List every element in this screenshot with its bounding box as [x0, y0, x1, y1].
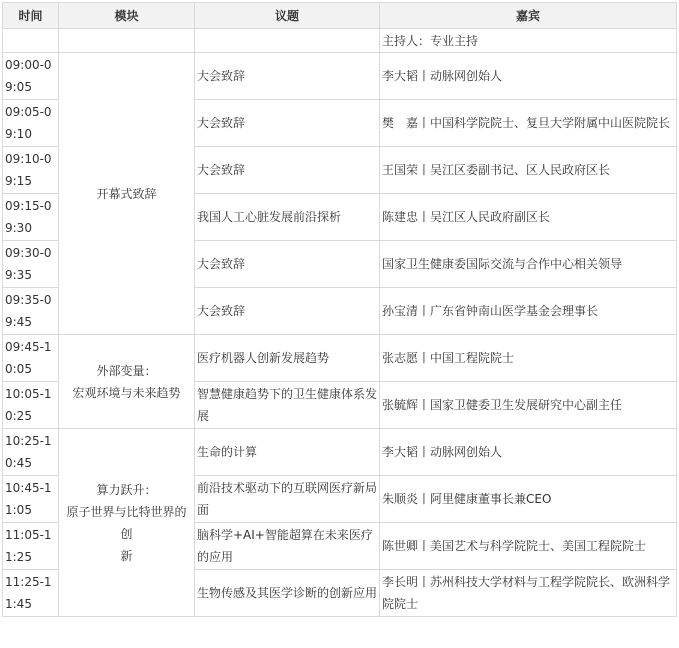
host-row: [3, 29, 677, 53]
guest-cell: 国家卫生健康委国际交流与合作中心相关领导: [380, 241, 677, 288]
guest-cell: 王国荣丨吴江区委副书记、区人民政府区长: [380, 147, 677, 194]
guest-cell: 樊 嘉丨中国科学院院士、复旦大学附属中山医院院长: [380, 100, 677, 147]
module-line: 原子世界与比特世界的创: [66, 504, 187, 541]
module-line: 新: [120, 548, 133, 563]
guest-cell: 张志愿丨中国工程院院士: [380, 335, 677, 382]
module-cell-compute: [59, 429, 195, 617]
topic-cell: 大会致辞: [195, 241, 380, 288]
time-cell: 09:10-09:15: [3, 147, 59, 194]
topic-cell: 大会致辞: [195, 288, 380, 335]
module-line: 开幕式致辞: [96, 186, 157, 201]
time-cell: 09:00-09:05: [3, 53, 59, 100]
table-row: [3, 429, 677, 476]
topic-cell: 医疗机器人创新发展趋势: [195, 335, 380, 382]
header-module: 模块: [59, 3, 195, 29]
module-cell-opening: [59, 53, 195, 335]
guest-cell: 陈建忠丨吴江区人民政府副区长: [380, 194, 677, 241]
agenda-table: [2, 2, 677, 617]
table-row: [3, 335, 677, 382]
topic-cell: 大会致辞: [195, 100, 380, 147]
header-time: 时间: [3, 3, 59, 29]
topic-cell: 大会致辞: [195, 53, 380, 100]
header-topic: 议题: [195, 3, 380, 29]
guest-cell: 陈世卿丨美国艺术与科学院院士、美国工程院院士: [380, 523, 677, 570]
module-line: 外部变量：: [96, 363, 157, 378]
time-cell: 09:45-10:05: [3, 335, 59, 382]
time-cell: 09:30-09:35: [3, 241, 59, 288]
guest-cell: 李大韬丨动脉网创始人: [380, 53, 677, 100]
header-row: [3, 3, 677, 29]
time-cell: 11:25-11:45: [3, 570, 59, 617]
module-line: 算力跃升：: [96, 482, 157, 497]
time-cell: 10:25-10:45: [3, 429, 59, 476]
guest-cell: 孙宝清丨广东省钟南山医学基金会理事长: [380, 288, 677, 335]
time-cell: 09:15-09:30: [3, 194, 59, 241]
topic-cell: 智慧健康趋势下的卫生健康体系发展: [195, 382, 380, 429]
host-cell: 主持人：专业主持: [380, 29, 677, 53]
guest-cell: 朱顺炎丨阿里健康董事长兼CEO: [380, 476, 677, 523]
topic-cell: 生物传感及其医学诊断的创新应用: [195, 570, 380, 617]
topic-cell: 大会致辞: [195, 147, 380, 194]
guest-cell: 李大韬丨动脉网创始人: [380, 429, 677, 476]
time-cell: 09:35-09:45: [3, 288, 59, 335]
topic-cell: 我国人工心脏发展前沿探析: [195, 194, 380, 241]
guest-cell: 张毓辉丨国家卫健委卫生发展研究中心副主任: [380, 382, 677, 429]
module-cell-external: [59, 335, 195, 429]
time-cell: 10:45-11:05: [3, 476, 59, 523]
topic-cell: 生命的计算: [195, 429, 380, 476]
time-cell: 09:05-09:10: [3, 100, 59, 147]
time-cell: 11:05-11:25: [3, 523, 59, 570]
table-row: [3, 53, 677, 100]
topic-cell: 前沿技术驱动下的互联网医疗新局面: [195, 476, 380, 523]
topic-cell: 脑科学+AI+智能超算在未来医疗的应用: [195, 523, 380, 570]
time-cell: 10:05-10:25: [3, 382, 59, 429]
guest-cell: 李长明丨苏州科技大学材料与工程学院院长、欧洲科学院院士: [380, 570, 677, 617]
module-line: 宏观环境与未来趋势: [72, 385, 181, 400]
header-guest: 嘉宾: [380, 3, 677, 29]
